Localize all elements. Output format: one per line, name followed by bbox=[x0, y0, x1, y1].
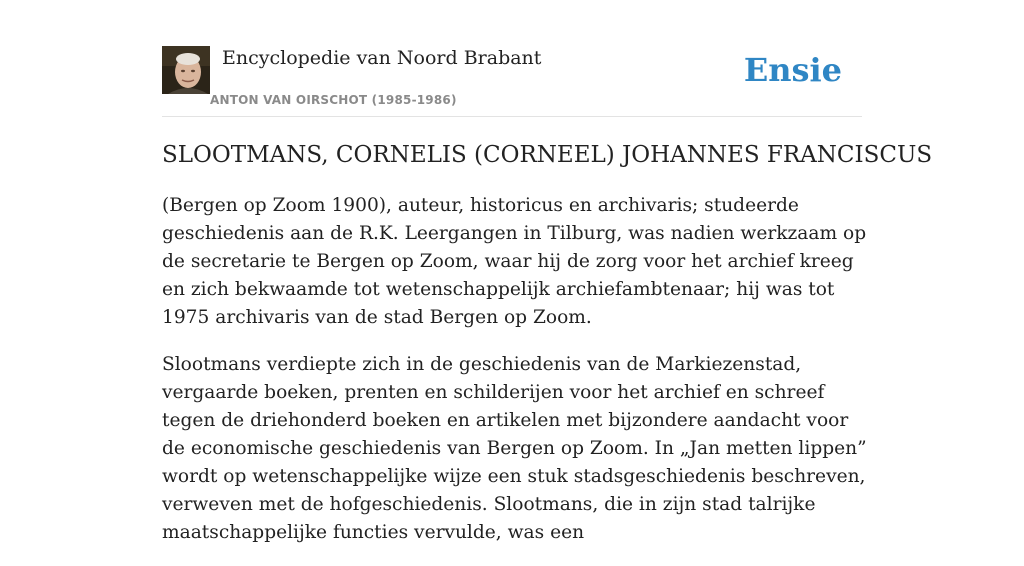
article-title: SLOOTMANS, CORNELIS (CORNEEL) JOHANNES FRANCISCUS bbox=[162, 142, 933, 168]
article-paragraph: (Bergen op Zoom 1900), auteur, historicus en archivaris; studeerde geschiedenis aan de R.K. Leergangen in Tilburg, was nadien werkzaam op de secretarie te Bergen op Zoom, waar hij de zorg voor het archief kreeg en zich bekwaamde tot wetenschappelijk archiefambtenaar; hij was tot 1975 archivaris van de stad Bergen op Zoom. bbox=[162, 195, 867, 328]
author-name[interactable]: ANTON VAN OIRSCHOT (1985-1986) bbox=[210, 93, 457, 107]
article-paragraph: Slootmans verdiepte zich in de geschiedenis van de Markiezenstad, vergaarde boeken, prenten en schilderijen voor het archief en schreef tegen de driehonderd boeken en artikelen met bijzondere aandacht voor de economische geschiedenis van Bergen op Zoom. In „Jan metten lippen” wordt op wetenschappelijke wijze een stuk stadsgeschiedenis beschreven, verweven met de hofgeschiedenis. Slootmans, die in zijn stad talrijke maatschappelijke functies vervulde, was een bbox=[162, 354, 867, 543]
article-body bbox=[162, 192, 872, 566]
author-portrait-icon bbox=[162, 46, 210, 94]
author-avatar[interactable] bbox=[162, 46, 210, 94]
site-header bbox=[162, 46, 862, 117]
site-title[interactable]: Encyclopedie van Noord Brabant bbox=[222, 47, 542, 69]
ensie-logo[interactable]: Ensie bbox=[743, 51, 842, 89]
